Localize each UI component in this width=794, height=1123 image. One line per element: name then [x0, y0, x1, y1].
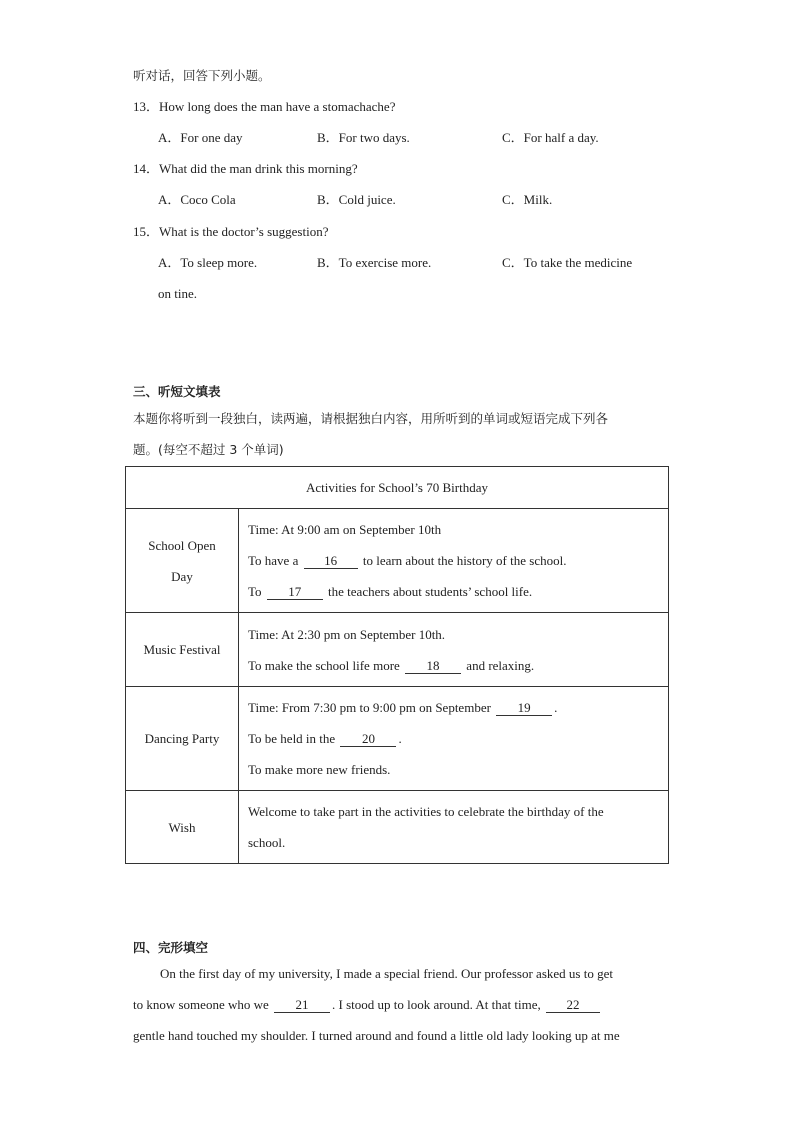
option-15-b: B．To exercise more.: [317, 255, 432, 270]
content-line: Time: At 2:30 pm on September 10th.: [248, 626, 446, 642]
question-text: What is the doctor’s suggestion?: [159, 224, 329, 239]
question-text: What did the man drink this morning?: [159, 161, 358, 176]
blank-22[interactable]: 22: [546, 997, 600, 1013]
blank-21[interactable]: 21: [274, 997, 330, 1013]
row-content: [239, 791, 669, 864]
content-line: Welcome to take part in the activities to celebrate the birthday of the: [248, 804, 604, 819]
blank-17[interactable]: 17: [267, 584, 323, 600]
row-label-line: School Open: [148, 537, 216, 553]
blank-19[interactable]: 19: [496, 700, 552, 716]
text-segment: .: [554, 700, 558, 715]
row-content: [239, 509, 669, 613]
row-label-wish: Wish: [126, 791, 239, 864]
option-14-c: C．Milk.: [502, 192, 553, 207]
option-13-c: C．For half a day.: [502, 130, 599, 145]
passage-line: On the first day of my university, I made a special friend. Our professor asked us to get: [160, 966, 613, 981]
row-label-music-festival: Music Festival: [126, 613, 239, 687]
activities-table: [125, 466, 669, 864]
content-line: [248, 723, 668, 754]
table-row: [126, 687, 669, 791]
section3-instruction-2: 题。(每空不超过 3 个单词): [133, 442, 284, 457]
row-label-school-open-day: [126, 509, 239, 613]
row-content: [239, 687, 669, 791]
listening-intro: 听对话，回答下列小题。: [133, 68, 271, 83]
option-13-a: A．For one day: [158, 130, 243, 145]
content-line: [248, 576, 668, 607]
text-segment: .: [398, 731, 402, 746]
question-number: 15．: [133, 224, 160, 239]
content-line: school.: [248, 835, 286, 850]
passage-line: gentle hand touched my shoulder. I turned around and found a little old lady looking up at me: [133, 1028, 620, 1043]
content-line: To make more new friends.: [248, 762, 391, 777]
question-15: [133, 223, 328, 241]
section3-instruction-1: 本题你将听到一段独白，读两遍，请根据独白内容，用所听到的单词或短语完成下列各: [133, 411, 609, 426]
table-row: [126, 613, 669, 687]
text-segment: To make the school life more: [248, 657, 400, 673]
blank-20[interactable]: 20: [340, 731, 396, 747]
option-13-b: B．For two days.: [317, 130, 410, 145]
question-number: 13．: [133, 99, 160, 114]
text-segment: To have a: [248, 553, 299, 568]
row-label-dancing-party: Dancing Party: [126, 687, 239, 791]
content-line: [248, 692, 668, 723]
option-14-a: A．Coco Cola: [158, 192, 236, 207]
text-segment: To be held in the: [248, 731, 336, 746]
blank-16[interactable]: 16: [304, 553, 358, 569]
table-row: [126, 509, 669, 613]
text-segment: to learn about the history of the school.: [362, 553, 567, 568]
text-segment: . I stood up to look around. At that time,: [332, 997, 541, 1012]
text-segment: the teachers about students’ school life.: [328, 584, 533, 599]
table-title: Activities for School’s 70 Birthday: [126, 467, 669, 509]
question-14: [133, 160, 358, 178]
option-14-b: B．Cold juice.: [317, 192, 396, 207]
table-row: [126, 791, 669, 864]
content-line: [248, 545, 668, 576]
text-segment: Time: From 7:30 pm to 9:00 pm on September: [248, 700, 491, 715]
row-label-line: Day: [171, 568, 193, 584]
passage-line: [133, 996, 663, 1014]
question-13: [133, 98, 395, 116]
text-segment: to know someone who we: [133, 997, 269, 1012]
text-segment: To: [248, 584, 262, 599]
question-text: How long does the man have a stomachache?: [159, 99, 396, 114]
content-line: Time: At 9:00 am on September 10th: [248, 522, 442, 537]
text-segment: and relaxing.: [466, 657, 535, 673]
content-line: [248, 650, 668, 681]
option-15-c-continuation: on tine.: [158, 286, 197, 301]
option-15-a: A．To sleep more.: [158, 255, 258, 270]
row-content: [239, 613, 669, 687]
question-number: 14．: [133, 161, 160, 176]
section3-heading: 三、听短文填表: [133, 384, 221, 399]
option-15-c: C．To take the medicine: [502, 255, 633, 270]
section4-heading: 四、完形填空: [133, 940, 209, 955]
blank-18[interactable]: 18: [405, 658, 461, 674]
